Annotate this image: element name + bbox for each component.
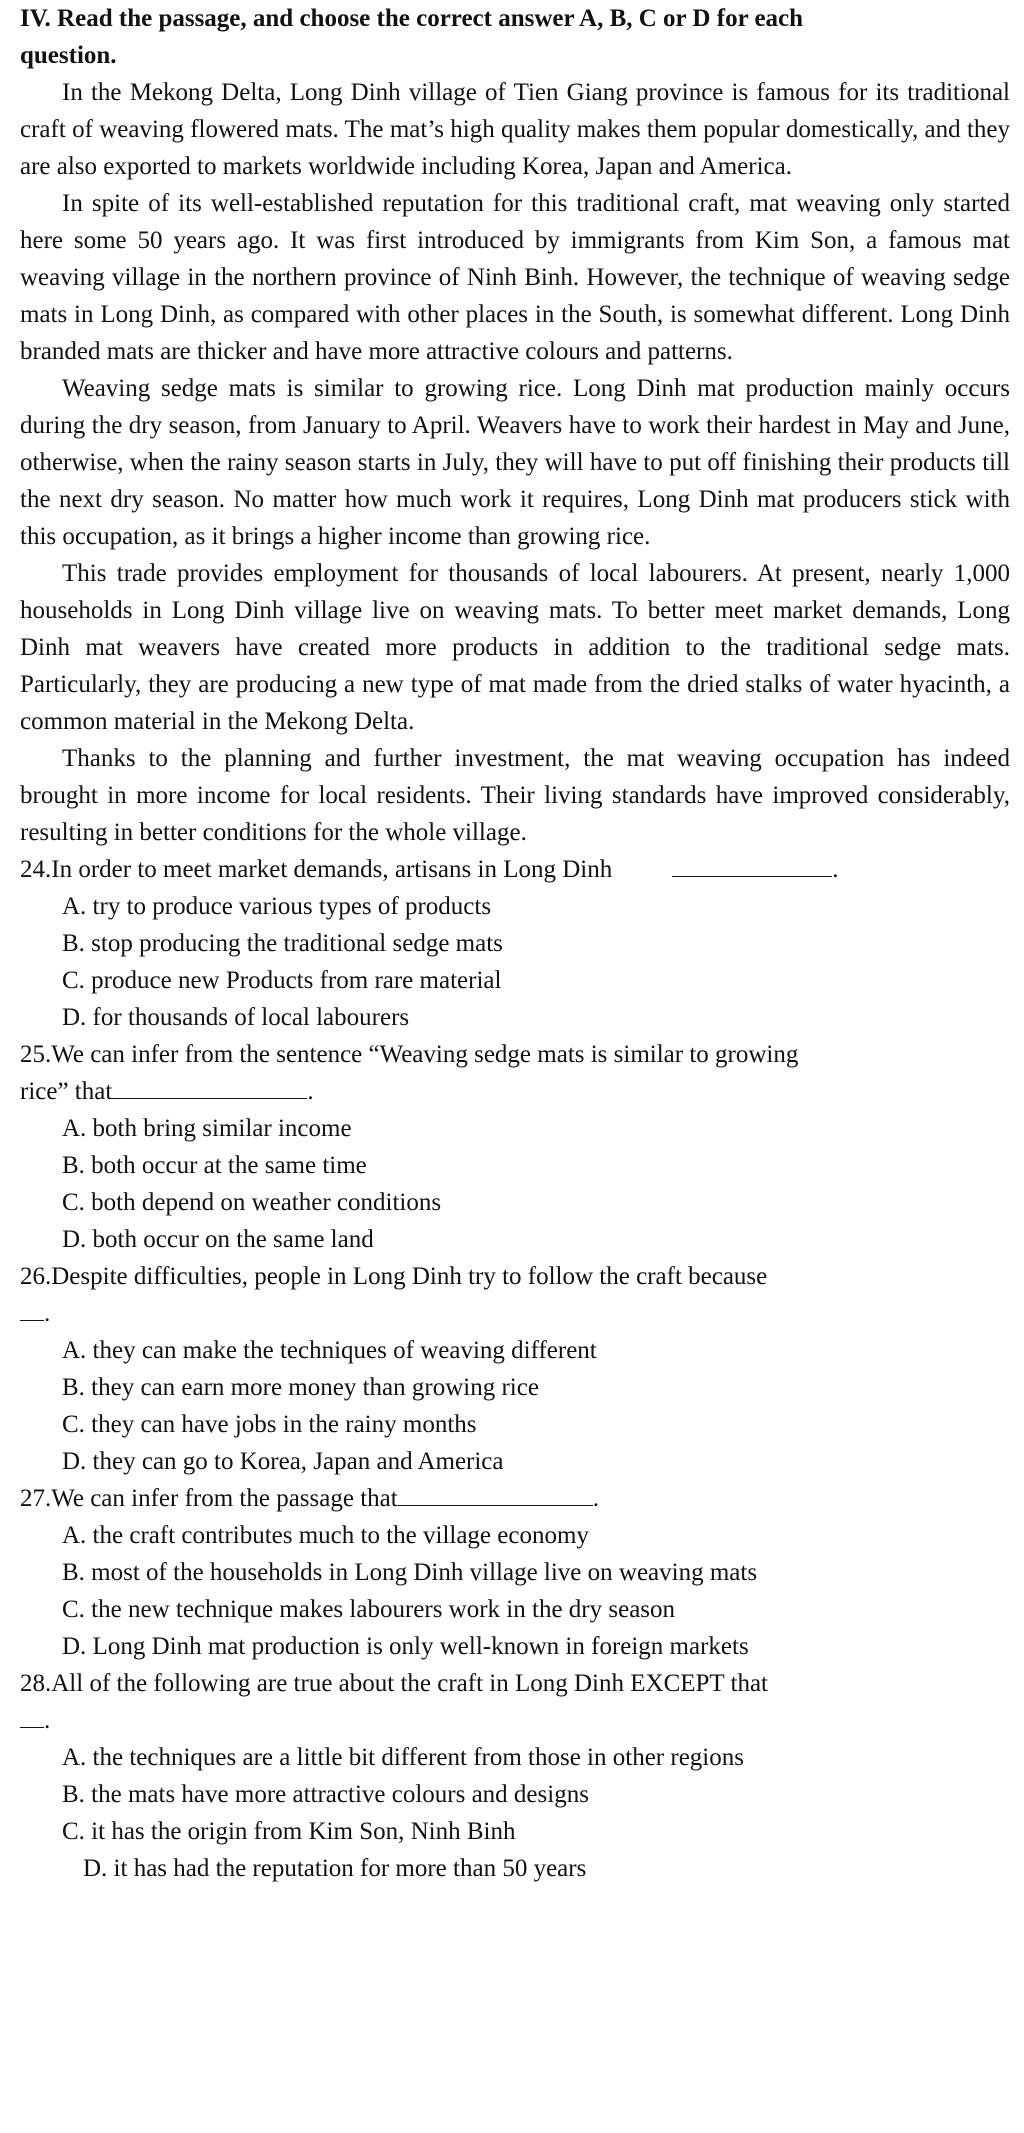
exercise-page bbox=[20, 0, 1010, 1887]
option-c[interactable]: C. it has the origin from Kim Son, Ninh Binh bbox=[62, 1818, 516, 1845]
question-24-options bbox=[20, 888, 1010, 1036]
question-27-stem: 27.We can infer from the passage that . bbox=[20, 1485, 599, 1512]
question-27 bbox=[20, 1480, 1010, 1665]
option-c[interactable]: C. both depend on weather conditions bbox=[62, 1189, 442, 1216]
reading-passage bbox=[20, 74, 1010, 851]
passage-paragraph-4: This trade provides employment for thousands of local labourers. At present, nearly 1,000 households in Long Dinh village live on weaving mats. To better meet market demands, Long Dinh mat weavers have created more products in addition to the traditional sedge mats. Particularly, they are producing a new type of mat made from the dried stalks of water hyacinth, a common material in the Mekong Delta. bbox=[20, 560, 1010, 735]
option-c[interactable]: C. the new technique makes labourers work in the dry season bbox=[62, 1596, 676, 1623]
question-26 bbox=[20, 1258, 1010, 1480]
question-26-options bbox=[20, 1332, 1010, 1480]
question-26-stem: 26.Despite difficulties, people in Long Dinh try to follow the craft because . bbox=[20, 1263, 768, 1327]
answer-blank bbox=[20, 1705, 44, 1728]
answer-blank bbox=[398, 1483, 593, 1506]
section-heading bbox=[20, 0, 1010, 74]
passage-paragraph-1: In the Mekong Delta, Long Dinh village of Tien Giang province is famous for its traditional craft of weaving flowered mats. The mat’s high quality makes them popular domestically, and they are also exported to markets worldwide including Korea, Japan and America. bbox=[20, 79, 1010, 180]
question-25 bbox=[20, 1036, 1010, 1258]
option-a[interactable]: A. try to produce various types of products bbox=[62, 893, 492, 920]
section-heading-line1: IV. Read the passage, and choose the correct answer A, B, C or D for each bbox=[20, 5, 804, 32]
question-24-stem: 24.In order to meet market demands, artisans in Long Dinh . bbox=[20, 856, 839, 883]
option-b[interactable]: B. most of the households in Long Dinh village live on weaving mats bbox=[62, 1559, 758, 1586]
answer-blank bbox=[672, 854, 832, 877]
option-d[interactable]: D. Long Dinh mat production is only well-known in foreign markets bbox=[62, 1633, 749, 1660]
option-b[interactable]: B. the mats have more attractive colours and designs bbox=[62, 1781, 589, 1808]
answer-blank bbox=[112, 1076, 307, 1099]
question-28 bbox=[20, 1665, 1010, 1887]
option-a[interactable]: A. they can make the techniques of weaving different bbox=[62, 1337, 597, 1364]
option-a[interactable]: A. the craft contributes much to the village economy bbox=[62, 1522, 589, 1549]
option-b[interactable]: B. stop producing the traditional sedge mats bbox=[62, 930, 503, 957]
section-heading-line2: question. bbox=[20, 42, 117, 69]
option-a[interactable]: A. both bring similar income bbox=[62, 1115, 352, 1142]
option-a[interactable]: A. the techniques are a little bit different from those in other regions bbox=[62, 1744, 744, 1771]
option-c[interactable]: C. they can have jobs in the rainy months bbox=[62, 1411, 477, 1438]
option-d[interactable]: D. they can go to Korea, Japan and America bbox=[62, 1448, 504, 1475]
question-25-stem: 25.We can infer from the sentence “Weaving sedge mats is similar to growing rice” that . bbox=[20, 1041, 799, 1105]
passage-paragraph-5: Thanks to the planning and further investment, the mat weaving occupation has indeed brought in more income for local residents. Their living standards have improved considerably, resulting in better conditions for the whole village. bbox=[20, 745, 1010, 846]
option-d[interactable]: D. it has had the reputation for more than 50 years bbox=[83, 1855, 587, 1882]
question-27-options bbox=[20, 1517, 1010, 1665]
option-b[interactable]: B. both occur at the same time bbox=[62, 1152, 367, 1179]
answer-blank bbox=[20, 1298, 44, 1321]
question-28-options bbox=[20, 1739, 1010, 1887]
question-25-options bbox=[20, 1110, 1010, 1258]
option-c[interactable]: C. produce new Products from rare material bbox=[62, 967, 502, 994]
option-d[interactable]: D. for thousands of local labourers bbox=[62, 1004, 410, 1031]
question-24 bbox=[20, 851, 1010, 1036]
passage-paragraph-3: Weaving sedge mats is similar to growing rice. Long Dinh mat production mainly occurs during the dry season, from January to April. Weavers have to work their hardest in May and June, otherwise, when the rainy season starts in July, they will have to put off finishing their products till the next dry season. No matter how much work it requires, Long Dinh mat producers stick with this occupation, as it brings a higher income than growing rice. bbox=[20, 375, 1010, 550]
option-d[interactable]: D. both occur on the same land bbox=[62, 1226, 374, 1253]
passage-paragraph-2: In spite of its well-established reputation for this traditional craft, mat weaving only started here some 50 years ago. It was first introduced by immigrants from Kim Son, a famous mat weaving village in the northern province of Ninh Binh. However, the technique of weaving sedge mats in Long Dinh, as compared with other places in the South, is somewhat different. Long Dinh branded mats are thicker and have more attractive colours and patterns. bbox=[20, 190, 1010, 365]
option-b[interactable]: B. they can earn more money than growing rice bbox=[62, 1374, 539, 1401]
question-28-stem: 28.All of the following are true about the craft in Long Dinh EXCEPT that . bbox=[20, 1670, 768, 1734]
